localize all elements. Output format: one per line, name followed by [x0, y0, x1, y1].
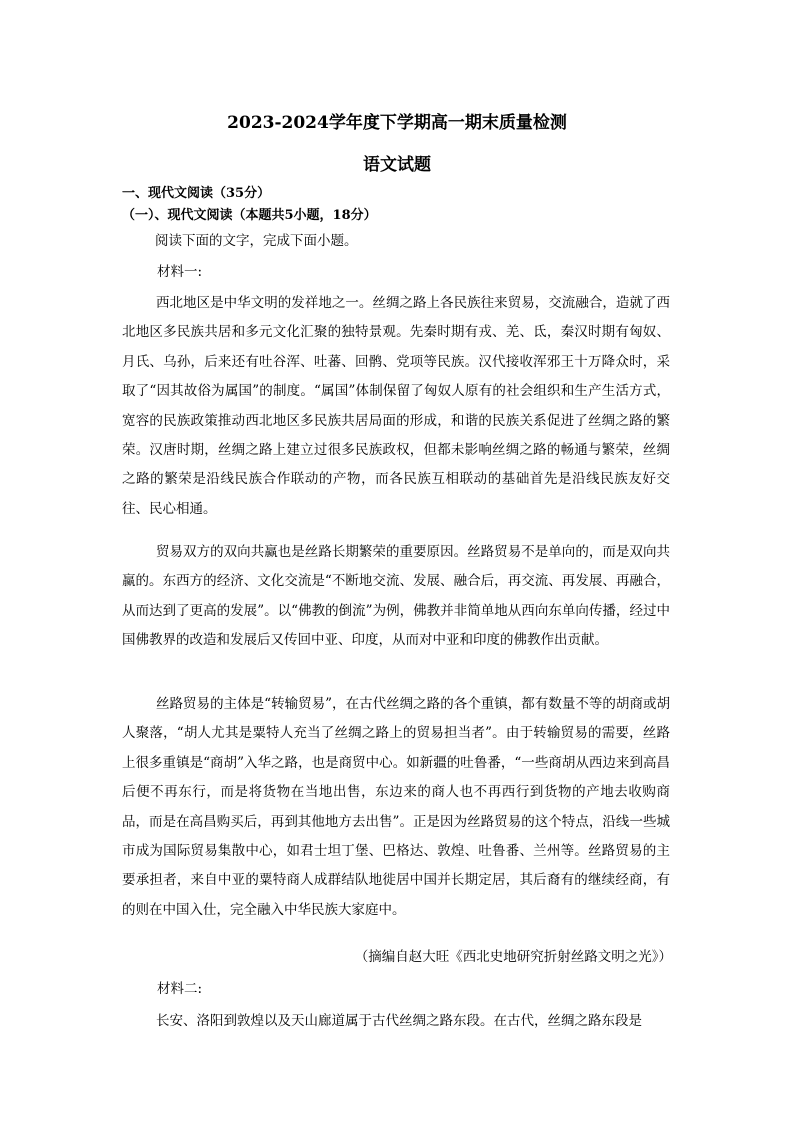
material1-label: 材料一: [157, 264, 203, 280]
instruction-text: 阅读下面的文字，完成下面小题。 [155, 233, 358, 249]
material1-source: （摘编自赵大旺《西北史地研究折射丝路文明之光》） [354, 949, 672, 965]
material1-paragraph-3: 丝路贸易的主体是“转输贸易”，在古代丝绸之路的各个重镇，都有数量不等的胡商或胡人聚落，“胡人尤其是粟特人充当了丝绸之路上的贸易担当者”。由于转输贸易的需要，丝路上很多重镇是“商胡”入华之路，也是商贸中心。如新疆的吐鲁番，“一些商胡从西边来到高昌后便不再东行，而是将货物在当地出售，东边来的商人也不再西行到货物的产地去收购商品，而是在高昌购买后，再到其他地方去出售”。正是因为丝路贸易的这个特点，沿线一些城市成为国际贸易集散中心，如君士坦丁堡、巴格达、敦煌、吐鲁番、兰州等。丝路贸易的主要承担者，来自中亚的粟特商人成群结队地徙居中国并长期定居，其后裔有的继续经商，有的则在中国入仕，完全融入中华民族大家庭中。 [122, 696, 670, 918]
exam-title: 2023-2024学年度下学期高一期末质量检测 [227, 113, 567, 133]
material1-paragraph-1: 西北地区是中华文明的发祥地之一。丝绸之路上各民族往来贸易，交流融合，造就了西北地区多民族共居和多元文化汇聚的独特景观。先秦时期有戎、羌、氐，秦汉时期有匈奴、月氏、乌孙，后来还有吐谷浑、吐蕃、回鹘、党项等民族。汉代接收浑邪王十万降众时，采取了“因其故俗为属国”的制度。“属国”体制保留了匈奴人原有的社会组织和生产生活方式，宽容的民族政策推动西北地区多民族共居局面的形成，和谐的民族关系促进了丝绸之路的繁荣。汉唐时期，丝绸之路上建立过很多民族政权，但都未影响丝绸之路的畅通与繁荣，丝绸之路的繁荣是沿线民族合作联动的产物，而各民族互相联动的基础首先是沿线民族友好交往、民心相通。 [122, 295, 670, 517]
material2-label: 材料二: [157, 981, 203, 997]
material2-first-line: 长安、洛阳到敦煌以及天山廊道属于古代丝绸之路东段。在古代，丝绸之路东段是 [156, 1013, 642, 1029]
section-heading: 一、现代文阅读（35分） [122, 186, 271, 201]
subsection-heading: （一）、现代文阅读（本题共5小题，18分） [122, 208, 377, 223]
exam-subtitle: 语文试题 [363, 155, 431, 175]
material1-paragraph-2: 贸易双方的双向共赢也是丝路长期繁荣的重要原因。丝路贸易不是单向的，而是双向共赢的。东西方的经济、文化交流是“不断地交流、发展、融合后，再交流、再发展、再融合，从而达到了更高的发展”。以“佛教的倒流”为例，佛教并非简单地从西向东单向传播，经过中国佛教界的改造和发展后又传回中亚、印度，从而对中亚和印度的佛教作出贡献。 [122, 544, 670, 649]
